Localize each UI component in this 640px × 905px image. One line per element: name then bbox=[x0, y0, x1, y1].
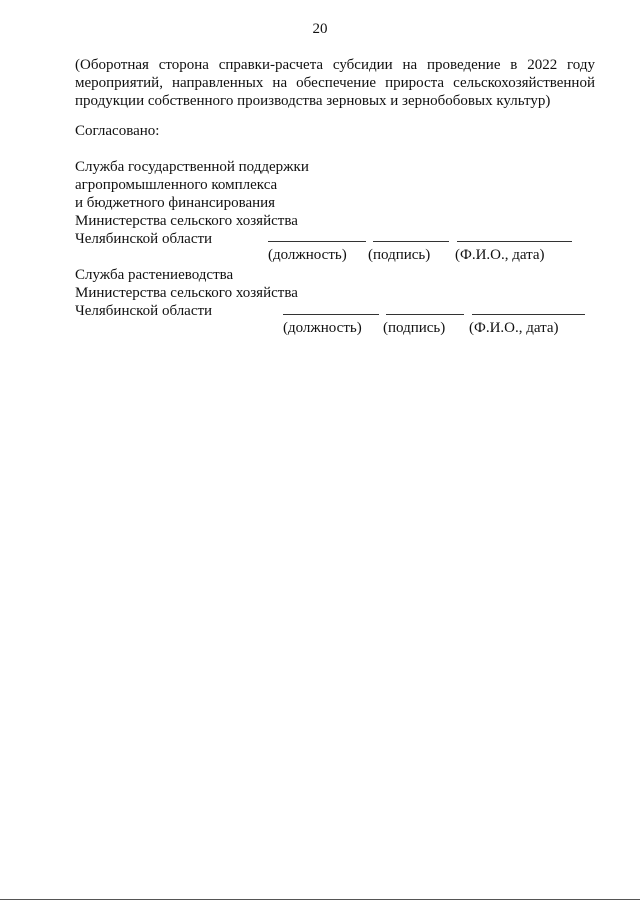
position-caption: (должность) bbox=[268, 247, 347, 263]
agreed-label: Согласовано: bbox=[75, 123, 160, 139]
approval-block-2 bbox=[75, 266, 298, 320]
name-date-caption: (Ф.И.О., дата) bbox=[455, 247, 545, 263]
bottom-rule bbox=[0, 899, 640, 900]
organization-line: Служба растениеводства bbox=[75, 267, 234, 283]
signature-caption: (подпись) bbox=[383, 320, 446, 336]
intro-line: продукции собственного производства зерновых и зернобобовых культур) bbox=[75, 93, 551, 109]
name-date-caption: (Ф.И.О., дата) bbox=[469, 320, 559, 336]
organization-line: Служба государственной поддержки bbox=[75, 159, 309, 175]
signature-line bbox=[373, 241, 449, 242]
intro-paragraph bbox=[75, 56, 595, 110]
approval-block-1 bbox=[75, 158, 309, 248]
position-line bbox=[283, 314, 379, 315]
name-date-line bbox=[472, 314, 585, 315]
organization-line: Министерства сельского хозяйства bbox=[75, 285, 298, 301]
organization-line: агропромышленного комплекса bbox=[75, 177, 278, 193]
position-line bbox=[268, 241, 366, 242]
position-caption: (должность) bbox=[283, 320, 362, 336]
organization-line: Министерства сельского хозяйства bbox=[75, 213, 298, 229]
signature-line bbox=[386, 314, 464, 315]
intro-line: мероприятий, направленных на обеспечение прироста сельскохозяйственной bbox=[75, 75, 595, 91]
organization-line: Челябинской области bbox=[75, 231, 213, 247]
organization-line: и бюджетного финансирования bbox=[75, 195, 276, 211]
signature-caption: (подпись) bbox=[368, 247, 431, 263]
signature-row-2 bbox=[0, 314, 640, 354]
intro-line: (Оборотная сторона справки-расчета субсидии на проведение в 2022 году bbox=[75, 57, 595, 73]
name-date-line bbox=[457, 241, 572, 242]
page-number: 20 bbox=[312, 21, 328, 37]
organization-line: Челябинской области bbox=[75, 303, 213, 319]
